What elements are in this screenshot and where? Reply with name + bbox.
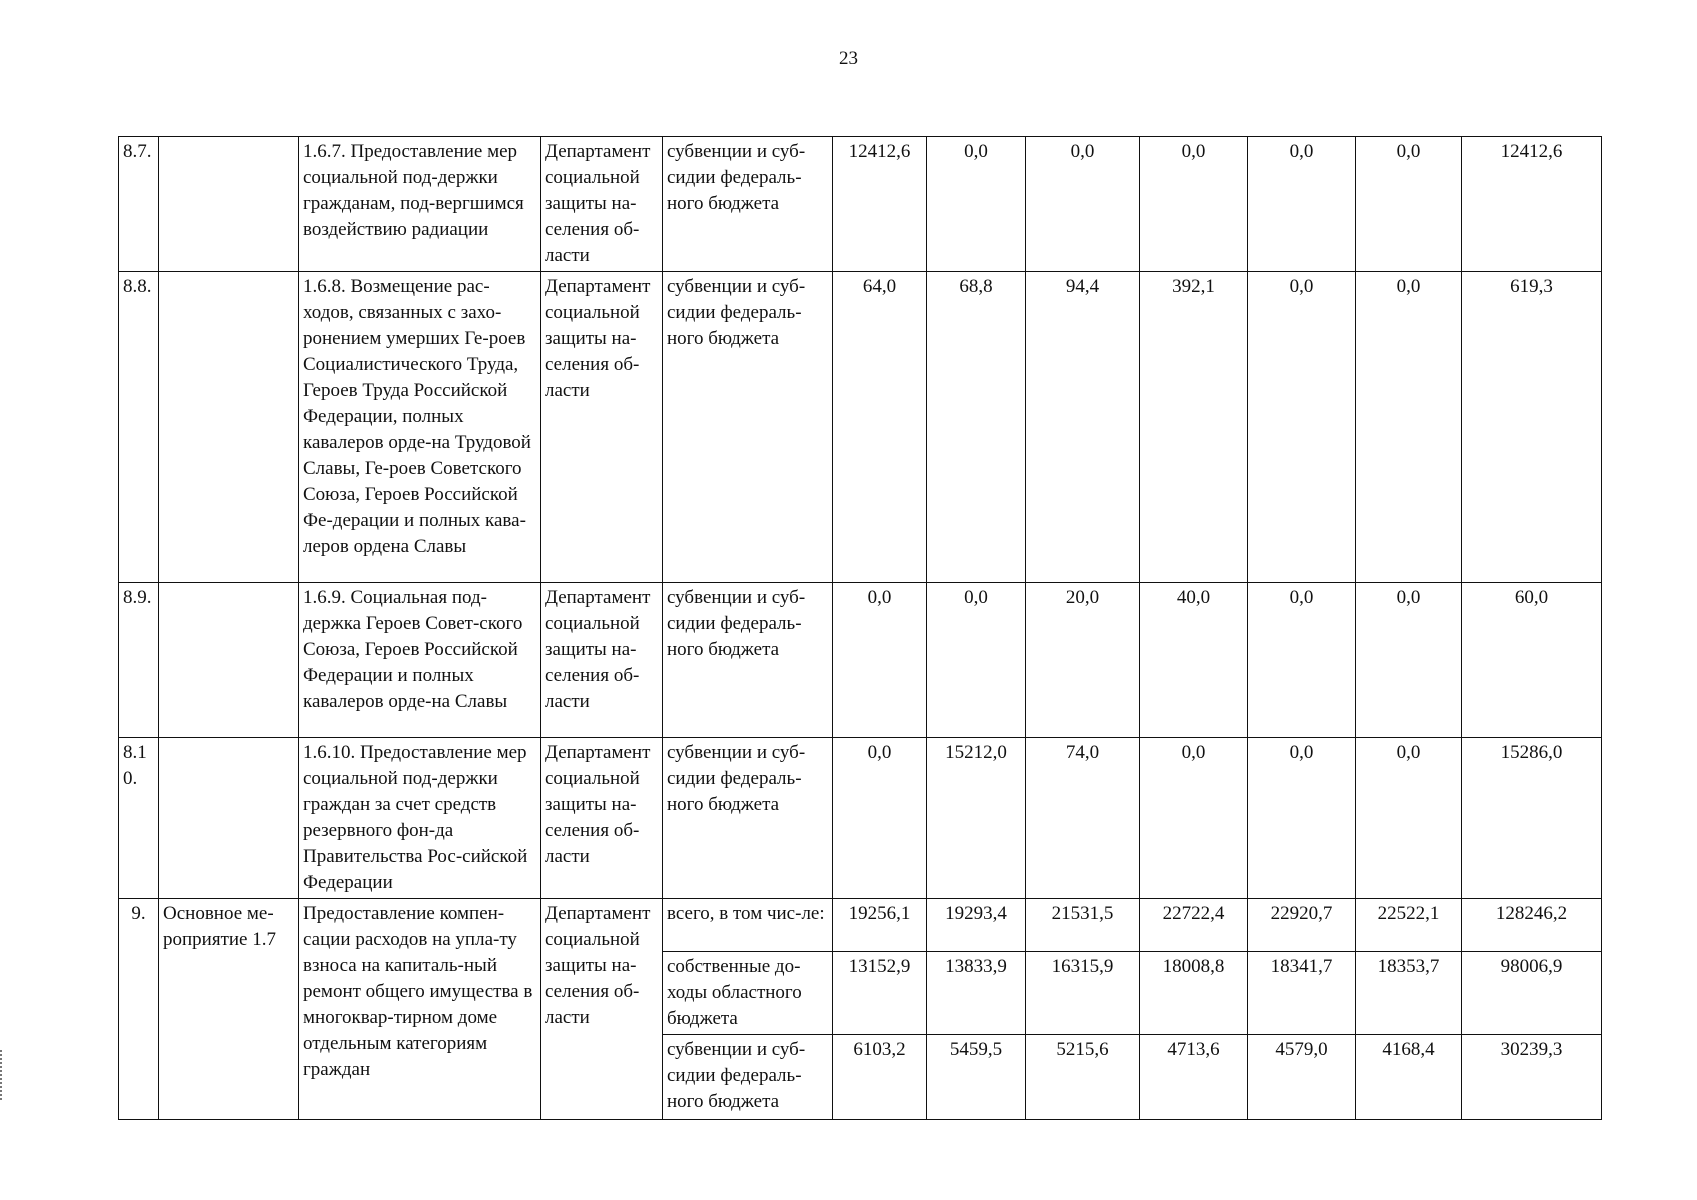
event-cell: Основное ме-роприятие 1.7 (159, 899, 299, 1120)
value-cell: 0,0 (1356, 583, 1462, 738)
value-cell: 0,0 (1356, 137, 1462, 272)
executor-cell: Департамент социальной защиты на-селения об-ласти (541, 738, 663, 899)
total-cell: 98006,9 (1462, 952, 1602, 1035)
funding-source: субвенции и суб-сидии федераль-ного бюджета (663, 1035, 833, 1120)
row-number: 8.7. (119, 137, 159, 272)
value-cell: 64,0 (833, 272, 927, 583)
value-cell: 22920,7 (1248, 899, 1356, 952)
value-cell: 94,4 (1026, 272, 1140, 583)
value-cell: 4713,6 (1140, 1035, 1248, 1120)
value-cell: 6103,2 (833, 1035, 927, 1120)
value-cell: 40,0 (1140, 583, 1248, 738)
value-cell: 16315,9 (1026, 952, 1140, 1035)
value-cell: 5215,6 (1026, 1035, 1140, 1120)
measure-name: Предоставление компен-сации расходов на упла-ту взноса на капиталь-ный ремонт общего имущества в многоквар-тирном доме отдельным категориям граждан (299, 899, 541, 1120)
value-cell: 13152,9 (833, 952, 927, 1035)
row-number: 9. (119, 899, 159, 1120)
funding-source: субвенции и суб-сидии федераль-ного бюджета (663, 272, 833, 583)
table-row (119, 899, 1602, 952)
value-cell: 74,0 (1026, 738, 1140, 899)
table-row (119, 272, 1602, 583)
executor-cell: Департамент социальной защиты на-селения об-ласти (541, 583, 663, 738)
value-cell: 18353,7 (1356, 952, 1462, 1035)
funding-source: собственные до-ходы областного бюджета (663, 952, 833, 1035)
total-cell: 15286,0 (1462, 738, 1602, 899)
value-cell: 5459,5 (927, 1035, 1026, 1120)
event-cell (159, 137, 299, 272)
page-number: 23 (839, 48, 858, 69)
value-cell: 12412,6 (833, 137, 927, 272)
value-cell: 4168,4 (1356, 1035, 1462, 1120)
executor-cell: Департамент социальной защиты на-селения об-ласти (541, 899, 663, 1120)
value-cell: 0,0 (1248, 137, 1356, 272)
value-cell: 19256,1 (833, 899, 927, 952)
measure-name: 1.6.8. Возмещение рас-ходов, связанных с захо-ронением умерших Ге-роев Социалистического Труда, Героев Труда Российской Федерации, полных кавалеров орде-на Трудовой Славы, Ге-роев Советского Союза, Героев Российской Фе-дерации и полных кава-леров ордена Славы (299, 272, 541, 583)
row-number: 8.9. (119, 583, 159, 738)
value-cell: 68,8 (927, 272, 1026, 583)
total-cell: 60,0 (1462, 583, 1602, 738)
total-cell: 128246,2 (1462, 899, 1602, 952)
value-cell: 0,0 (833, 738, 927, 899)
value-cell: 0,0 (1140, 738, 1248, 899)
table-row (119, 137, 1602, 272)
value-cell: 0,0 (1248, 738, 1356, 899)
value-cell: 4579,0 (1248, 1035, 1356, 1120)
value-cell: 0,0 (1248, 583, 1356, 738)
funding-source: субвенции и суб-сидии федераль-ного бюджета (663, 738, 833, 899)
binding-marks (0, 1050, 10, 1100)
funding-source: всего, в том чис-ле: (663, 899, 833, 952)
value-cell: 0,0 (927, 137, 1026, 272)
measure-name: 1.6.10. Предоставление мер социальной под-держки граждан за счет средств резервного фон-да Правительства Рос-сийской Федерации (299, 738, 541, 899)
measure-name: 1.6.9. Социальная под-держка Героев Совет-ского Союза, Героев Российской Федерации и полных кавалеров орде-на Славы (299, 583, 541, 738)
row-number: 8.8. (119, 272, 159, 583)
total-cell: 12412,6 (1462, 137, 1602, 272)
value-cell: 0,0 (927, 583, 1026, 738)
value-cell: 0,0 (833, 583, 927, 738)
value-cell: 22722,4 (1140, 899, 1248, 952)
value-cell: 15212,0 (927, 738, 1026, 899)
executor-cell: Департамент социальной защиты на-селения об-ласти (541, 272, 663, 583)
value-cell: 0,0 (1140, 137, 1248, 272)
table-row (119, 738, 1602, 899)
funding-source: субвенции и суб-сидии федераль-ного бюджета (663, 583, 833, 738)
event-cell (159, 272, 299, 583)
row-number: 8.10. (119, 738, 159, 899)
value-cell: 0,0 (1248, 272, 1356, 583)
event-cell (159, 738, 299, 899)
value-cell: 21531,5 (1026, 899, 1140, 952)
value-cell: 18008,8 (1140, 952, 1248, 1035)
total-cell: 30239,3 (1462, 1035, 1602, 1120)
value-cell: 13833,9 (927, 952, 1026, 1035)
table-row (119, 583, 1602, 738)
value-cell: 0,0 (1356, 738, 1462, 899)
value-cell: 0,0 (1026, 137, 1140, 272)
value-cell: 20,0 (1026, 583, 1140, 738)
value-cell: 19293,4 (927, 899, 1026, 952)
value-cell: 392,1 (1140, 272, 1248, 583)
funding-source: субвенции и суб-сидии федераль-ного бюджета (663, 137, 833, 272)
value-cell: 18341,7 (1248, 952, 1356, 1035)
budget-table (118, 136, 1602, 1120)
event-cell (159, 583, 299, 738)
total-cell: 619,3 (1462, 272, 1602, 583)
executor-cell: Департамент социальной защиты на-селения об-ласти (541, 137, 663, 272)
value-cell: 22522,1 (1356, 899, 1462, 952)
measure-name: 1.6.7. Предоставление мер социальной под-держки гражданам, под-вергшимся воздействию радиации (299, 137, 541, 272)
value-cell: 0,0 (1356, 272, 1462, 583)
